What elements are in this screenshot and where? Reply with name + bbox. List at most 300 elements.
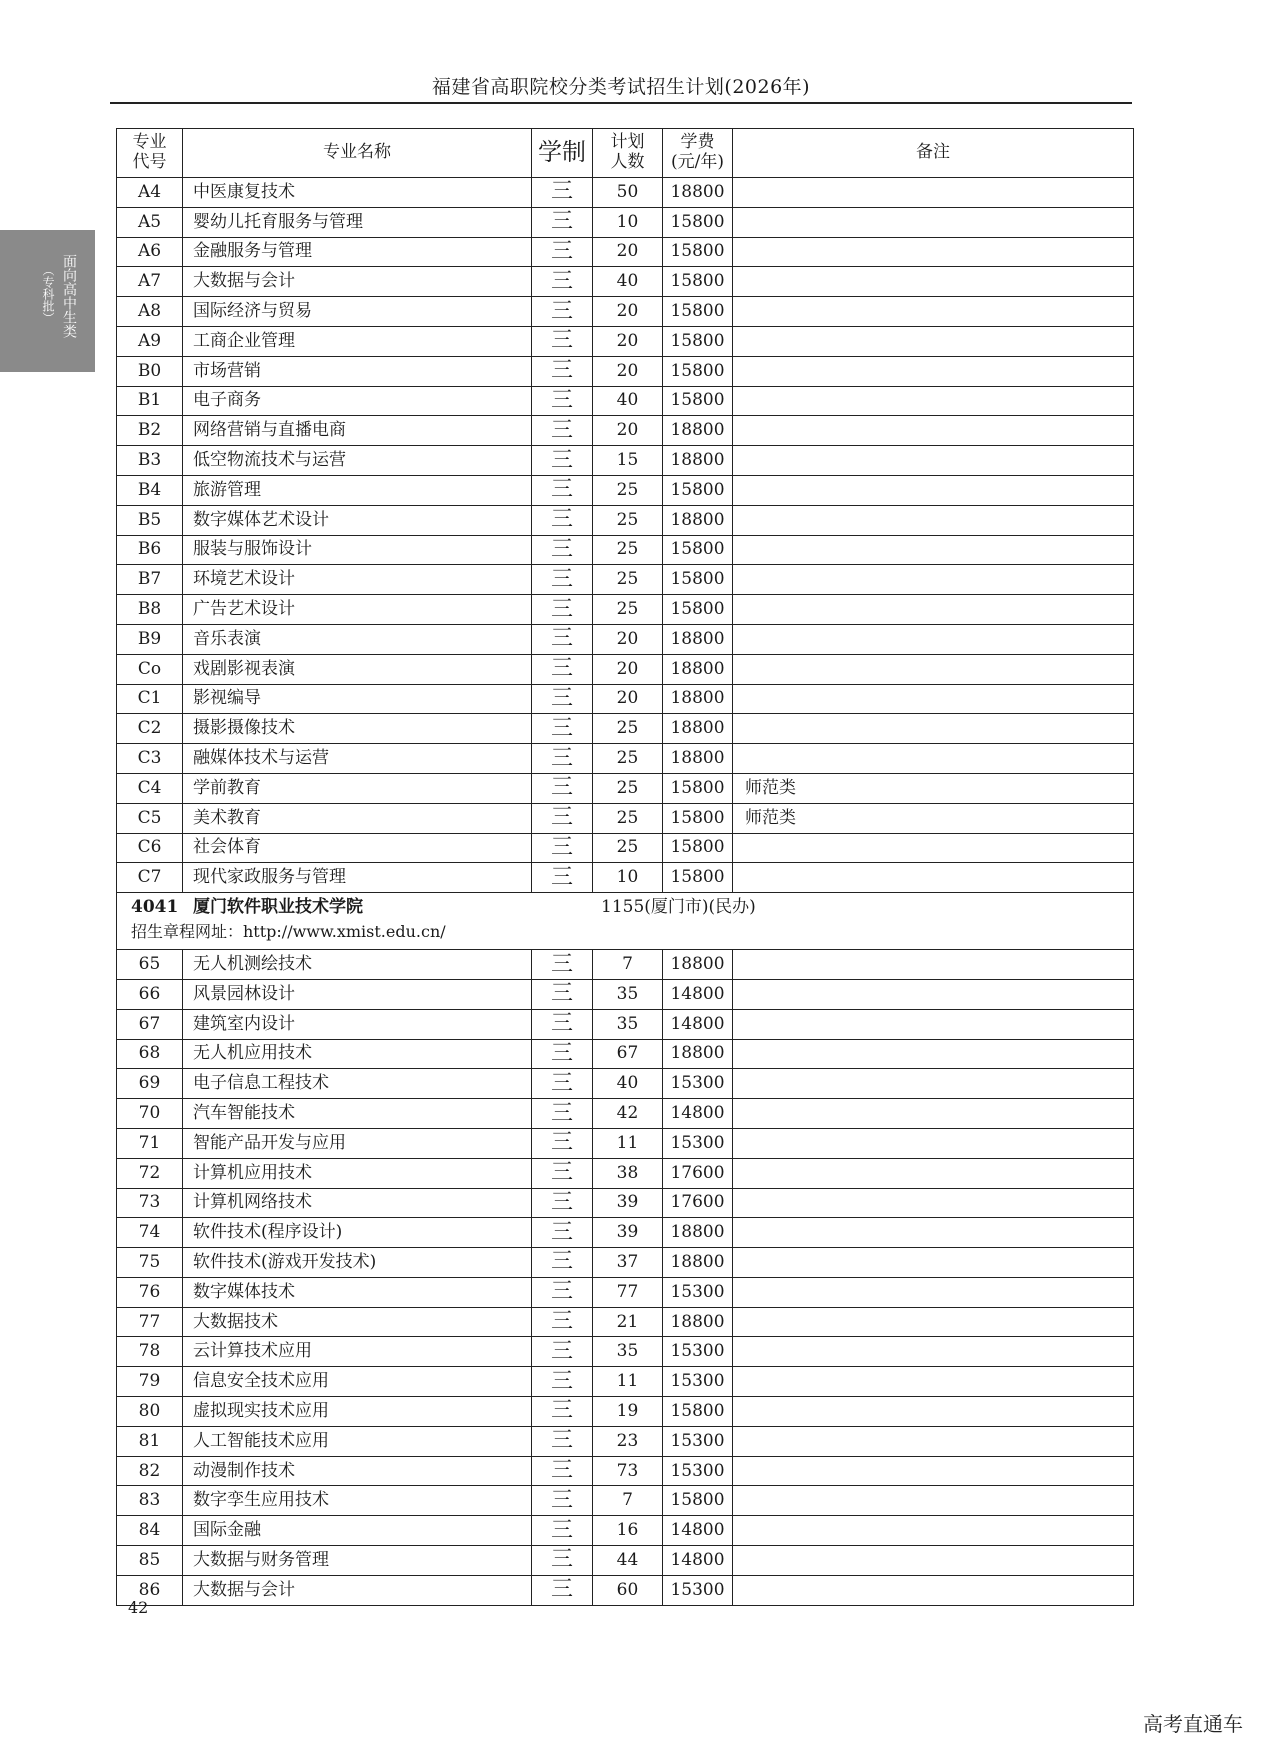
- page-header-title: 福建省高职院校分类考试招生计划(2026年): [431, 76, 811, 98]
- cell-system: 三: [532, 1486, 593, 1516]
- table-row: [117, 803, 1134, 833]
- cell-count: 10: [593, 863, 663, 893]
- cell-system: 三: [532, 1397, 593, 1427]
- cell-count: 25: [593, 475, 663, 505]
- cell-name: 数字孪生应用技术: [183, 1486, 532, 1516]
- cell-system: 三: [532, 565, 593, 595]
- cell-note: 师范类: [733, 803, 1134, 833]
- cell-note: [733, 297, 1134, 327]
- cell-note: [733, 1397, 1134, 1427]
- cell-system: 三: [532, 1277, 593, 1307]
- cell-fee: 15800: [663, 803, 733, 833]
- cell-count: 35: [593, 1337, 663, 1367]
- table-row: [117, 475, 1134, 505]
- cell-fee: 15300: [663, 1069, 733, 1099]
- table-row: [117, 386, 1134, 416]
- cell-count: 20: [593, 356, 663, 386]
- cell-name: 数字媒体技术: [183, 1277, 532, 1307]
- cell-note: [733, 386, 1134, 416]
- cell-count: 20: [593, 326, 663, 356]
- cell-fee: 15800: [663, 386, 733, 416]
- cell-name: 环境艺术设计: [183, 565, 532, 595]
- cell-fee: 15300: [663, 1337, 733, 1367]
- table-row: [117, 1039, 1134, 1069]
- page-number: 42: [128, 1598, 149, 1617]
- table-row: [117, 1277, 1134, 1307]
- table-row: [117, 1188, 1134, 1218]
- cell-count: 15: [593, 446, 663, 476]
- table-row: [117, 565, 1134, 595]
- cell-name: 美术教育: [183, 803, 532, 833]
- cell-count: 25: [593, 565, 663, 595]
- cell-name: 戏剧影视表演: [183, 654, 532, 684]
- table-row: [117, 1069, 1134, 1099]
- header-rule: [110, 102, 1132, 104]
- cell-count: 7: [593, 1486, 663, 1516]
- table-row: [117, 979, 1134, 1009]
- cell-system: 三: [532, 1546, 593, 1576]
- table-row: [117, 1486, 1134, 1516]
- table-row: [117, 1128, 1134, 1158]
- cell-fee: 15300: [663, 1277, 733, 1307]
- cell-system: 三: [532, 624, 593, 654]
- cell-note: [733, 863, 1134, 893]
- cell-count: 25: [593, 535, 663, 565]
- cell-name: 广告艺术设计: [183, 595, 532, 625]
- cell-count: 20: [593, 684, 663, 714]
- watermark-text: 高考直通车: [1143, 1712, 1243, 1736]
- cell-system: 三: [532, 1426, 593, 1456]
- cell-system: 三: [532, 386, 593, 416]
- cell-count: 40: [593, 267, 663, 297]
- cell-note: [733, 714, 1134, 744]
- cell-name: 风景园林设计: [183, 979, 532, 1009]
- cell-name: 大数据与会计: [183, 1575, 532, 1605]
- cell-system: 三: [532, 1218, 593, 1248]
- table-row: [117, 863, 1134, 893]
- cell-fee: 15800: [663, 326, 733, 356]
- cell-name: 低空物流技术与运营: [183, 446, 532, 476]
- cell-code: A7: [117, 267, 183, 297]
- cell-fee: 15800: [663, 565, 733, 595]
- cell-code: 77: [117, 1307, 183, 1337]
- cell-fee: 15300: [663, 1128, 733, 1158]
- cell-note: [733, 1486, 1134, 1516]
- cell-fee: 15300: [663, 1575, 733, 1605]
- side-tab-label: 面向高中生类: [61, 254, 77, 338]
- cell-count: 67: [593, 1039, 663, 1069]
- table-row: [117, 356, 1134, 386]
- cell-name: 电子信息工程技术: [183, 1069, 532, 1099]
- cell-fee: 18800: [663, 744, 733, 774]
- cell-note: [733, 505, 1134, 535]
- cell-name: 计算机网络技术: [183, 1188, 532, 1218]
- cell-note: [733, 1546, 1134, 1576]
- cell-fee: 15800: [663, 535, 733, 565]
- cell-system: 三: [532, 1128, 593, 1158]
- cell-name: 网络营销与直播电商: [183, 416, 532, 446]
- cell-fee: 14800: [663, 1099, 733, 1129]
- enrollment-plan-table: [116, 128, 1134, 1606]
- cell-fee: 18800: [663, 624, 733, 654]
- cell-name: 国际经济与贸易: [183, 297, 532, 327]
- cell-name: 大数据与财务管理: [183, 1546, 532, 1576]
- school-url: 招生章程网址：http://www.xmist.edu.cn/: [131, 922, 446, 942]
- cell-note: [733, 1158, 1134, 1188]
- table-row: [117, 1218, 1134, 1248]
- cell-fee: 18800: [663, 1039, 733, 1069]
- cell-system: 三: [532, 1337, 593, 1367]
- cell-note: [733, 237, 1134, 267]
- table-row: [117, 744, 1134, 774]
- cell-fee: 14800: [663, 1546, 733, 1576]
- cell-name: 大数据技术: [183, 1307, 532, 1337]
- cell-count: 25: [593, 803, 663, 833]
- cell-system: 三: [532, 744, 593, 774]
- cell-system: 三: [532, 1307, 593, 1337]
- table-row: [117, 297, 1134, 327]
- cell-fee: 15800: [663, 475, 733, 505]
- cell-fee: 17600: [663, 1158, 733, 1188]
- cell-system: 三: [532, 267, 593, 297]
- cell-system: 三: [532, 1009, 593, 1039]
- cell-code: B1: [117, 386, 183, 416]
- cell-code: 86: [117, 1575, 183, 1605]
- cell-name: 虚拟现实技术应用: [183, 1397, 532, 1427]
- cell-note: [733, 1218, 1134, 1248]
- cell-count: 19: [593, 1397, 663, 1427]
- table-row: [117, 1546, 1134, 1576]
- cell-code: B4: [117, 475, 183, 505]
- cell-code: 82: [117, 1456, 183, 1486]
- cell-code: C2: [117, 714, 183, 744]
- cell-fee: 15800: [663, 833, 733, 863]
- cell-count: 37: [593, 1248, 663, 1278]
- cell-code: A8: [117, 297, 183, 327]
- cell-count: 25: [593, 773, 663, 803]
- table-row: [117, 624, 1134, 654]
- cell-note: [733, 178, 1134, 208]
- cell-fee: 15300: [663, 1456, 733, 1486]
- cell-count: 25: [593, 833, 663, 863]
- cell-code: C4: [117, 773, 183, 803]
- table-row: [117, 326, 1134, 356]
- cell-code: Co: [117, 654, 183, 684]
- table-row: [117, 207, 1134, 237]
- cell-fee: 18800: [663, 950, 733, 980]
- cell-fee: 14800: [663, 1516, 733, 1546]
- table-body-section-b: [117, 950, 1134, 1606]
- table-row: [117, 1456, 1134, 1486]
- table-row: [117, 267, 1134, 297]
- cell-fee: 18800: [663, 1307, 733, 1337]
- cell-count: 20: [593, 624, 663, 654]
- cell-fee: 18800: [663, 178, 733, 208]
- table-body-section-a: [117, 178, 1134, 893]
- cell-code: C3: [117, 744, 183, 774]
- cell-name: 市场营销: [183, 356, 532, 386]
- cell-name: 影视编导: [183, 684, 532, 714]
- cell-note: [733, 979, 1134, 1009]
- cell-system: 三: [532, 595, 593, 625]
- cell-note: [733, 1128, 1134, 1158]
- cell-name: 建筑室内设计: [183, 1009, 532, 1039]
- cell-system: 三: [532, 1099, 593, 1129]
- cell-count: 60: [593, 1575, 663, 1605]
- cell-code: B2: [117, 416, 183, 446]
- cell-fee: 17600: [663, 1188, 733, 1218]
- cell-code: A4: [117, 178, 183, 208]
- cell-code: 67: [117, 1009, 183, 1039]
- cell-name: 工商企业管理: [183, 326, 532, 356]
- cell-note: [733, 744, 1134, 774]
- cell-fee: 18800: [663, 654, 733, 684]
- cell-code: 78: [117, 1337, 183, 1367]
- cell-name: 汽车智能技术: [183, 1099, 532, 1129]
- col-header-fee: 学费 (元/年): [663, 129, 733, 178]
- cell-note: [733, 1069, 1134, 1099]
- cell-note: [733, 1188, 1134, 1218]
- cell-name: 人工智能技术应用: [183, 1426, 532, 1456]
- cell-note: [733, 950, 1134, 980]
- cell-code: B3: [117, 446, 183, 476]
- cell-code: A9: [117, 326, 183, 356]
- cell-fee: 15800: [663, 595, 733, 625]
- table-row: [117, 535, 1134, 565]
- cell-count: 44: [593, 1546, 663, 1576]
- cell-note: [733, 356, 1134, 386]
- cell-system: 三: [532, 714, 593, 744]
- cell-system: 三: [532, 863, 593, 893]
- cell-name: 数字媒体艺术设计: [183, 505, 532, 535]
- cell-code: 79: [117, 1367, 183, 1397]
- table-row: [117, 1158, 1134, 1188]
- table-row: [117, 1099, 1134, 1129]
- cell-fee: 14800: [663, 1009, 733, 1039]
- cell-count: 23: [593, 1426, 663, 1456]
- cell-fee: 15300: [663, 1426, 733, 1456]
- cell-code: B6: [117, 535, 183, 565]
- cell-system: 三: [532, 237, 593, 267]
- table-row: [117, 446, 1134, 476]
- cell-system: 三: [532, 326, 593, 356]
- cell-code: C7: [117, 863, 183, 893]
- cell-note: [733, 654, 1134, 684]
- cell-code: 68: [117, 1039, 183, 1069]
- cell-system: 三: [532, 833, 593, 863]
- school-name: 厦门软件职业技术学院: [193, 897, 363, 918]
- cell-name: 无人机应用技术: [183, 1039, 532, 1069]
- cell-count: 35: [593, 1009, 663, 1039]
- cell-count: 39: [593, 1188, 663, 1218]
- cell-note: [733, 684, 1134, 714]
- cell-note: [733, 267, 1134, 297]
- cell-note: [733, 595, 1134, 625]
- cell-note: [733, 833, 1134, 863]
- cell-name: 融媒体技术与运营: [183, 744, 532, 774]
- cell-system: 三: [532, 475, 593, 505]
- cell-system: 三: [532, 1575, 593, 1605]
- cell-code: 73: [117, 1188, 183, 1218]
- cell-name: 软件技术(游戏开发技术): [183, 1248, 532, 1278]
- cell-system: 三: [532, 416, 593, 446]
- table-row: [117, 1337, 1134, 1367]
- cell-note: [733, 1277, 1134, 1307]
- cell-fee: 18800: [663, 1248, 733, 1278]
- table-row: [117, 1307, 1134, 1337]
- cell-name: 现代家政服务与管理: [183, 863, 532, 893]
- cell-note: [733, 416, 1134, 446]
- cell-fee: 15300: [663, 1367, 733, 1397]
- cell-code: 69: [117, 1069, 183, 1099]
- cell-count: 35: [593, 979, 663, 1009]
- cell-note: [733, 326, 1134, 356]
- cell-count: 25: [593, 505, 663, 535]
- cell-system: 三: [532, 505, 593, 535]
- cell-count: 39: [593, 1218, 663, 1248]
- cell-code: 84: [117, 1516, 183, 1546]
- cell-name: 信息安全技术应用: [183, 1367, 532, 1397]
- cell-system: 三: [532, 297, 593, 327]
- cell-name: 摄影摄像技术: [183, 714, 532, 744]
- cell-system: 三: [532, 979, 593, 1009]
- school-header-cell: [117, 893, 1134, 950]
- cell-note: [733, 1575, 1134, 1605]
- cell-name: 大数据与会计: [183, 267, 532, 297]
- cell-name: 金融服务与管理: [183, 237, 532, 267]
- cell-system: 三: [532, 1158, 593, 1188]
- table-row: [117, 237, 1134, 267]
- cell-count: 73: [593, 1456, 663, 1486]
- cell-code: 72: [117, 1158, 183, 1188]
- cell-count: 20: [593, 416, 663, 446]
- side-tab-sublabel: （专科批）: [41, 264, 55, 324]
- cell-system: 三: [532, 950, 593, 980]
- cell-name: 智能产品开发与应用: [183, 1128, 532, 1158]
- cell-count: 11: [593, 1367, 663, 1397]
- cell-note: [733, 1248, 1134, 1278]
- cell-count: 40: [593, 386, 663, 416]
- table-row: [117, 950, 1134, 980]
- school-header-row: [117, 893, 1134, 950]
- cell-count: 38: [593, 1158, 663, 1188]
- cell-note: [733, 1009, 1134, 1039]
- cell-name: 社会体育: [183, 833, 532, 863]
- cell-fee: 15800: [663, 297, 733, 327]
- cell-count: 10: [593, 207, 663, 237]
- cell-note: [733, 1099, 1134, 1129]
- table-row: [117, 833, 1134, 863]
- cell-system: 三: [532, 1069, 593, 1099]
- cell-code: B8: [117, 595, 183, 625]
- table-row: [117, 1397, 1134, 1427]
- cell-note: [733, 1516, 1134, 1546]
- cell-note: 师范类: [733, 773, 1134, 803]
- cell-name: 无人机测绘技术: [183, 950, 532, 980]
- cell-fee: 18800: [663, 714, 733, 744]
- cell-system: 三: [532, 1367, 593, 1397]
- table-row: [117, 595, 1134, 625]
- col-header-count: 计划 人数: [593, 129, 663, 178]
- cell-code: 75: [117, 1248, 183, 1278]
- cell-code: C5: [117, 803, 183, 833]
- cell-fee: 18800: [663, 684, 733, 714]
- col-header-note: 备注: [733, 129, 1134, 178]
- cell-note: [733, 535, 1134, 565]
- cell-fee: 15800: [663, 356, 733, 386]
- cell-system: 三: [532, 1039, 593, 1069]
- cell-count: 7: [593, 950, 663, 980]
- cell-count: 11: [593, 1128, 663, 1158]
- cell-name: 计算机应用技术: [183, 1158, 532, 1188]
- table-row: [117, 178, 1134, 208]
- cell-name: 学前教育: [183, 773, 532, 803]
- cell-code: 71: [117, 1128, 183, 1158]
- cell-system: 三: [532, 803, 593, 833]
- table-row: [117, 1248, 1134, 1278]
- cell-code: 83: [117, 1486, 183, 1516]
- cell-note: [733, 565, 1134, 595]
- cell-count: 25: [593, 714, 663, 744]
- cell-code: A6: [117, 237, 183, 267]
- cell-note: [733, 1367, 1134, 1397]
- cell-code: 66: [117, 979, 183, 1009]
- cell-code: B9: [117, 624, 183, 654]
- cell-code: B7: [117, 565, 183, 595]
- cell-fee: 18800: [663, 446, 733, 476]
- col-header-name: 专业名称: [183, 129, 532, 178]
- cell-system: 三: [532, 1516, 593, 1546]
- cell-system: 三: [532, 1188, 593, 1218]
- table-row: [117, 1367, 1134, 1397]
- cell-fee: 15800: [663, 237, 733, 267]
- cell-name: 音乐表演: [183, 624, 532, 654]
- cell-note: [733, 1426, 1134, 1456]
- table-row: [117, 684, 1134, 714]
- school-info: 1155(厦门市)(民办): [601, 897, 756, 918]
- cell-count: 21: [593, 1307, 663, 1337]
- cell-system: 三: [532, 684, 593, 714]
- table-row: [117, 714, 1134, 744]
- cell-count: 20: [593, 297, 663, 327]
- cell-system: 三: [532, 1456, 593, 1486]
- cell-fee: 14800: [663, 979, 733, 1009]
- cell-note: [733, 1039, 1134, 1069]
- cell-fee: 15800: [663, 1397, 733, 1427]
- cell-count: 20: [593, 654, 663, 684]
- cell-code: B0: [117, 356, 183, 386]
- cell-code: B5: [117, 505, 183, 535]
- cell-name: 国际金融: [183, 1516, 532, 1546]
- cell-system: 三: [532, 446, 593, 476]
- cell-note: [733, 1456, 1134, 1486]
- cell-fee: 18800: [663, 416, 733, 446]
- cell-system: 三: [532, 1248, 593, 1278]
- cell-code: 80: [117, 1397, 183, 1427]
- cell-count: 16: [593, 1516, 663, 1546]
- cell-name: 云计算技术应用: [183, 1337, 532, 1367]
- cell-name: 中医康复技术: [183, 178, 532, 208]
- cell-system: 三: [532, 178, 593, 208]
- table-row: [117, 1516, 1134, 1546]
- col-header-code: 专业 代号: [117, 129, 183, 178]
- school-id: 4041: [131, 897, 179, 918]
- cell-note: [733, 475, 1134, 505]
- cell-fee: 15800: [663, 1486, 733, 1516]
- cell-code: 81: [117, 1426, 183, 1456]
- col-header-system: 学制: [532, 129, 593, 178]
- cell-name: 旅游管理: [183, 475, 532, 505]
